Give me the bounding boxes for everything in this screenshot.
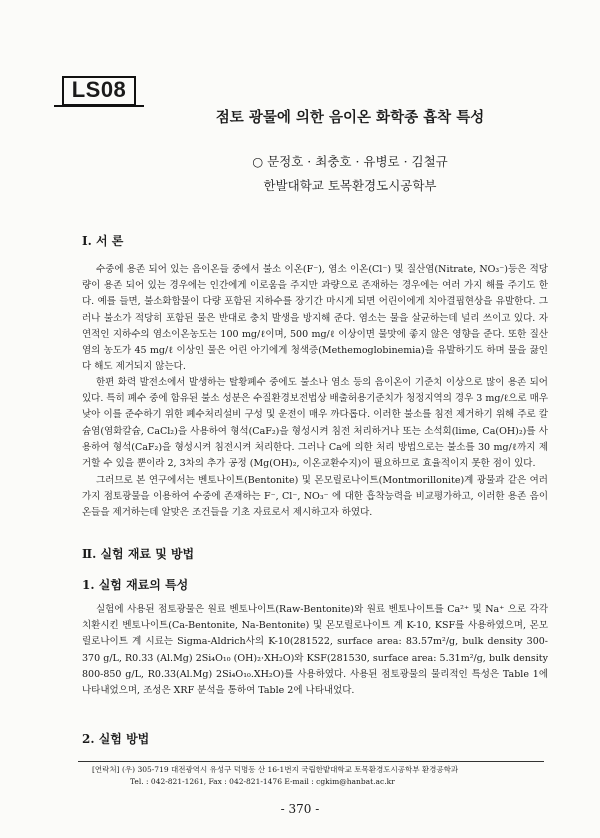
footer-contact-phone-email: Tel. : 042-821-1261, Fax : 042-821-1476 E-mail : cgkim@hanbat.ac.kr (130, 777, 395, 786)
paper-title: 점토 광물에 의한 음이온 화학종 흡착 특성 (215, 109, 485, 126)
subsection-heading-methods: 2. 실험 방법 (82, 732, 150, 746)
section-heading-introduction: Ⅰ. 서 론 (82, 234, 124, 248)
subsection-heading-materials: 1. 실험 재료의 특성 (82, 578, 189, 592)
affiliation: 한발대학교 토목환경도시공학부 (263, 178, 437, 193)
footer-contact-address: [연락처] (우) 305-719 대전광역시 유성구 덕명동 산 16-1번지 국립한밭대학교 토목환경도시공학부 환경공학과 (92, 765, 459, 774)
session-code: LS08 (71, 77, 127, 102)
session-code-box (62, 76, 136, 106)
paragraph-intro-3: 그러므로 본 연구에서는 벤토나이트(Bentonite) 및 몬모릴로나이트(Montmorillonite)계 광물과 같은 여러 가지 점토광물을 이용하여 수중에 존재하는 F⁻, Cl⁻, NO₃⁻ 에 대한 흡착능력을 비교평가하고, 이러한 용존 음이온들을 제거하는데 알맞은 조건들을 기초 자료로서 제시하고자 하였다. (82, 475, 548, 519)
session-code-underline (54, 105, 144, 107)
paragraph-intro-2: 한편 화력 발전소에서 발생하는 탈황폐수 중에도 불소나 염소 등의 음이온이 기준치 이상으로 많이 용존 되어 있다. 특히 폐수 중에 함유된 불소 성분은 수질환경보전법상 배출허용기준치가 청정지역의 경우 3 mg/ℓ으로 매우 낮아 이를 준수하기 위한 폐수처리설비 구성 및 운전이 매우 까다롭다. 이러한 불소를 침전 제거하기 위해 주로 칼슘염(염화칼슘, CaCl₂)을 사용하여 형석(CaF₂)을 형성시켜 침전 처리하거나 또는 소석회(lime, Ca(OH)₂)를 사용하여 형석(CaF₂)을 형성시켜 침전시켜 처리한다. 그러나 Ca에 의한 처리 방법으로는 불소를 30 mg/ℓ까지 제거할 수 있을 뿐이라 2, 3차의 추가 공정 (Mg(OH)₂, 이온교환수지)이 필요하므로 효율적이지 못한 점이 있다. (82, 377, 548, 470)
page-number: - 370 - (280, 802, 320, 816)
author-list: ○ 문정호 · 최충호 · 유병로 · 김철규 (252, 154, 448, 169)
paragraph-materials: 실험에 사용된 점토광물은 원료 벤토나이트(Raw-Bentonite)와 원료 벤토나이트를 Ca²⁺ 및 Na⁺ 으로 각각 치환시킨 벤토나이트(Ca-Bentonite, Na-Bentonite) 및 몬모릴로나이트 계 K-10, KSF를 사용하였으며, 몬모릴로나이트 계 시료는 Sigma-Aldrich사의 K-10(281522, surface area: 83.57m²/g, bulk density 300-370 g/L, R0.33 (Al.Mg) 2Si₄O₁₀ (OH)₂·XH₂O)와 KSF(281530, surface area: 5.31m²/g, bulk density 800-850 g/L, R0.33(Al.Mg) 2Si₄O₁₀.XH₂O)를 사용하였다. 사용된 점토광물의 물리적인 특성은 Table 1에 나타내었으며, 조성은 XRF 분석을 통하여 Table 2에 나타내었다. (82, 604, 548, 697)
footer-divider (78, 761, 544, 762)
section-heading-materials-methods: Ⅱ. 실험 재료 및 방법 (82, 547, 195, 561)
paragraph-intro-1: 수중에 용존 되어 있는 음이온들 중에서 불소 이온(F⁻), 염소 이온(Cl⁻) 및 질산염(Nitrate, NO₃⁻)등은 적당량이 용존 되어 있는 경우에는 인간에게 이로움을 주지만 과량으로 존재하는 경우에는 여러 가지 해를 주기도 한다. 예를 들면, 불소화합물이 다량 포함된 지하수를 장기간 마시게 되면 어린이에게 치아결핍현상을 유발한다. 그러나 불소가 적당히 포함된 물은 반대로 충치 발생을 방지해 준다. 염소는 물을 살균하는데 널리 쓰이고 있다. 자연적인 지하수의 염소이온농도는 100 mg/ℓ이며, 500 mg/ℓ 이상이면 물맛에 좋지 않은 영향을 준다. 또한 질산염의 농도가 45 mg/ℓ 이상인 물은 어린 아기에게 청색증(Methemoglobinemia)을 유발하기도 하며 물을 끓인다 해도 제거되지 않는다. (82, 264, 548, 373)
